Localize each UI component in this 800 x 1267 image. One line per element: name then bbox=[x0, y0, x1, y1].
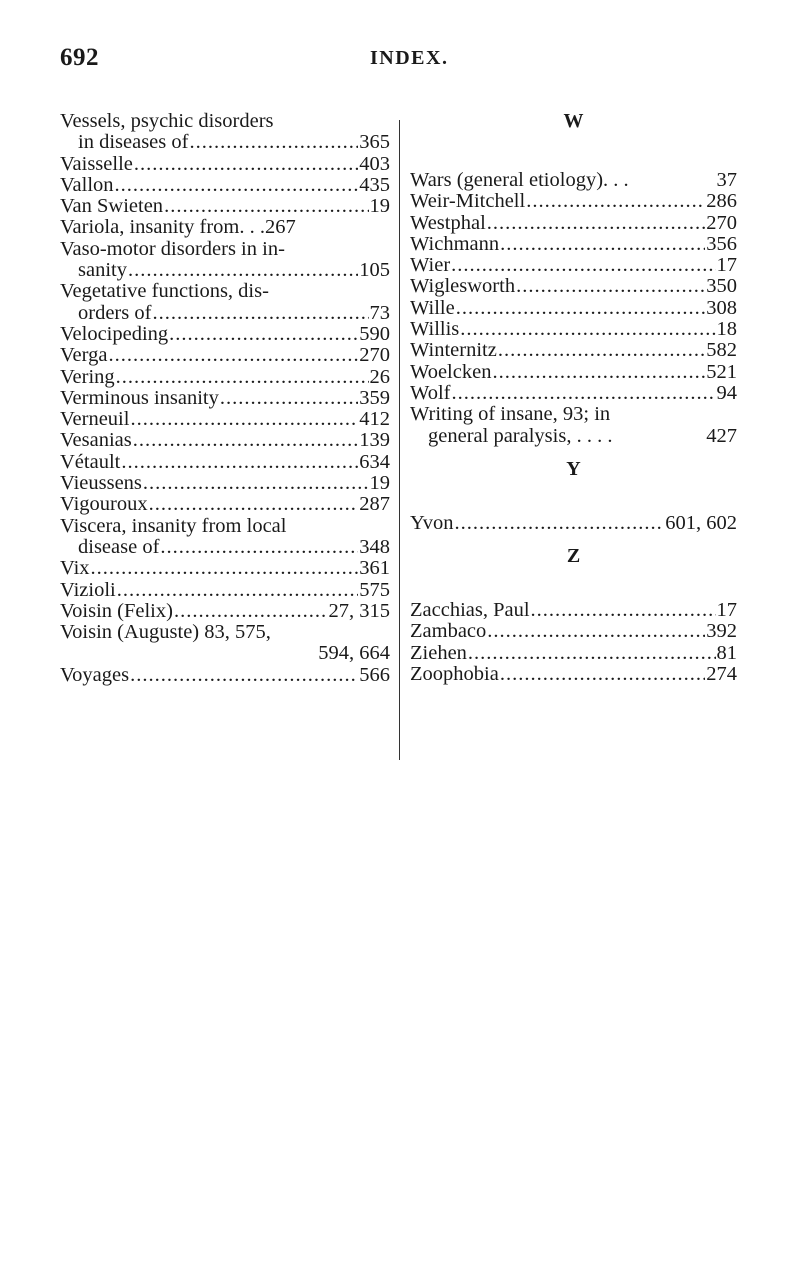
entry-term: Verneuil bbox=[60, 408, 130, 431]
entry-term: Verga bbox=[60, 344, 108, 367]
index-entry bbox=[60, 558, 390, 579]
entry-term: Variola, insanity from. . . bbox=[60, 216, 265, 239]
index-entry bbox=[410, 234, 737, 255]
entry-pages: 392 bbox=[706, 620, 737, 643]
entry-pages: 521 bbox=[706, 360, 737, 383]
entry-pages: 139 bbox=[359, 429, 390, 452]
entry-pages: 27, 315 bbox=[328, 599, 390, 622]
entry-pages: 356 bbox=[706, 232, 737, 255]
index-entry bbox=[410, 664, 737, 685]
index-entry bbox=[60, 367, 390, 388]
entry-term: Velocipeding bbox=[60, 322, 169, 345]
entry-pages: 348 bbox=[359, 535, 390, 558]
index-entry bbox=[60, 303, 390, 324]
entry-term: Wille bbox=[410, 296, 455, 319]
index-column-left bbox=[60, 111, 390, 686]
index-entry bbox=[60, 175, 390, 196]
entry-pages: 94 bbox=[716, 381, 737, 404]
entry-term: Verminous insanity bbox=[60, 386, 219, 409]
entry-term: Yvon bbox=[410, 511, 454, 534]
index-entry-line: Vaso-motor disorders in in- bbox=[60, 237, 285, 260]
entry-pages: 73 bbox=[369, 301, 390, 324]
entry-pages: 359 bbox=[359, 386, 390, 409]
index-entry bbox=[410, 170, 737, 191]
running-head: INDEX. bbox=[370, 47, 449, 69]
entry-term: Ziehen bbox=[410, 641, 467, 664]
index-entry bbox=[60, 409, 390, 430]
index-entry bbox=[60, 537, 390, 558]
entry-term: general paralysis, . . . . bbox=[428, 424, 613, 447]
index-entry bbox=[410, 643, 737, 664]
entry-pages: 267 bbox=[264, 216, 296, 239]
entry-pages: 287 bbox=[359, 493, 390, 516]
index-entry bbox=[410, 319, 737, 340]
index-column-right bbox=[410, 111, 737, 685]
entry-pages: 17 bbox=[716, 254, 737, 277]
index-entry-line: Viscera, insanity from local bbox=[60, 514, 287, 537]
entry-pages: 81 bbox=[716, 641, 737, 664]
entry-pages: 18 bbox=[716, 318, 737, 341]
entry-term: Voisin (Felix) bbox=[60, 599, 173, 622]
index-entry bbox=[410, 362, 737, 383]
index-entry bbox=[410, 426, 737, 447]
section-letter-y: Y bbox=[566, 457, 581, 480]
index-entry bbox=[60, 260, 390, 281]
entry-pages: 19 bbox=[369, 195, 390, 218]
entry-term: sanity bbox=[78, 259, 127, 282]
entry-term: Van Swieten bbox=[60, 195, 164, 218]
entry-pages: 590 bbox=[359, 322, 390, 345]
entry-term: Weir-Mitchell bbox=[410, 190, 526, 213]
index-entry bbox=[410, 276, 737, 297]
index-entry bbox=[60, 601, 390, 622]
entry-pages: 582 bbox=[706, 339, 737, 362]
entry-pages: 19 bbox=[369, 472, 390, 495]
entry-term: in diseases of bbox=[78, 131, 189, 154]
entry-pages: 566 bbox=[359, 663, 390, 686]
entry-term: Zacchias, Paul bbox=[410, 599, 530, 622]
entry-pages: 427 bbox=[706, 424, 737, 447]
entry-pages: 435 bbox=[359, 173, 390, 196]
entry-term: Wiglesworth bbox=[410, 275, 516, 298]
entry-term: Voyages bbox=[60, 663, 130, 686]
index-entry-line: Writing of insane, 93; in bbox=[410, 403, 611, 426]
entry-term: Vigouroux bbox=[60, 493, 148, 516]
index-entry bbox=[60, 452, 390, 473]
section-letter-w: W bbox=[563, 110, 584, 132]
entry-term: Zoophobia bbox=[410, 663, 499, 686]
entry-pages: 365 bbox=[359, 131, 390, 154]
entry-pages: 575 bbox=[359, 578, 390, 601]
entry-term: Vaisselle bbox=[60, 152, 133, 175]
entry-pages: 37 bbox=[716, 169, 737, 191]
entry-term: disease of bbox=[78, 535, 160, 558]
entry-term: Wier bbox=[410, 254, 451, 277]
entry-pages: 601, 602 bbox=[665, 511, 737, 534]
entry-pages: 403 bbox=[359, 152, 390, 175]
index-entry bbox=[60, 580, 390, 601]
entry-pages: 308 bbox=[706, 296, 737, 319]
index-entry bbox=[60, 196, 390, 217]
entry-term: Vieussens bbox=[60, 472, 142, 495]
entry-pages: 26 bbox=[369, 365, 390, 388]
column-divider bbox=[399, 120, 400, 760]
entry-term: Vizioli bbox=[60, 578, 116, 601]
index-entry bbox=[60, 217, 390, 238]
entry-term: Woelcken bbox=[410, 360, 492, 383]
entry-term: Wolf bbox=[410, 381, 451, 404]
entry-pages: 270 bbox=[706, 211, 737, 234]
index-entry bbox=[410, 213, 737, 234]
entry-term: Wichmann bbox=[410, 232, 500, 255]
entry-term: orders of bbox=[78, 301, 152, 324]
index-entry bbox=[60, 430, 390, 451]
index-entry bbox=[410, 621, 737, 642]
index-entry-line: Vessels, psychic disorders bbox=[60, 110, 274, 132]
entry-term: Vétault bbox=[60, 450, 121, 473]
entry-pages: 270 bbox=[359, 344, 390, 367]
entry-pages: 274 bbox=[706, 663, 737, 686]
entry-term: Vallon bbox=[60, 173, 114, 196]
index-entry bbox=[410, 513, 737, 534]
entry-pages: 105 bbox=[359, 259, 390, 282]
entry-term: Vix bbox=[60, 557, 90, 580]
entry-pages: 412 bbox=[359, 408, 390, 431]
entry-pages: 286 bbox=[706, 190, 737, 213]
index-entry bbox=[410, 383, 737, 404]
entry-term: Wars (general etiology). . . bbox=[410, 169, 629, 191]
entry-term: Winternitz bbox=[410, 339, 497, 362]
entry-term: Willis bbox=[410, 318, 460, 341]
index-entry-line: Vegetative functions, dis- bbox=[60, 280, 269, 303]
index-entry bbox=[60, 324, 390, 345]
entry-term: Westphal bbox=[410, 211, 486, 234]
entry-term: Vering bbox=[60, 365, 115, 388]
index-entry bbox=[60, 473, 390, 494]
entry-pages: 17 bbox=[716, 599, 737, 622]
index-entry bbox=[410, 600, 737, 621]
index-entry bbox=[410, 255, 737, 276]
index-entry bbox=[60, 154, 390, 175]
index-entry-line: Voisin (Auguste) 83, 575, bbox=[60, 621, 271, 644]
index-entry-line: 594, 664 bbox=[318, 642, 390, 665]
entry-pages: 634 bbox=[359, 450, 390, 473]
entry-term: Vesanias bbox=[60, 429, 132, 452]
entry-term: Zambaco bbox=[410, 620, 487, 643]
index-entry bbox=[60, 345, 390, 366]
index-entry bbox=[410, 191, 737, 212]
index-entry bbox=[60, 665, 390, 686]
index-entry bbox=[60, 494, 390, 515]
entry-pages: 350 bbox=[706, 275, 737, 298]
section-letter-z: Z bbox=[566, 545, 581, 568]
index-entry bbox=[410, 298, 737, 319]
index-entry bbox=[60, 132, 390, 153]
entry-pages: 361 bbox=[359, 557, 390, 580]
page-number: 692 bbox=[60, 44, 99, 71]
index-entry bbox=[60, 388, 390, 409]
index-entry bbox=[410, 340, 737, 361]
